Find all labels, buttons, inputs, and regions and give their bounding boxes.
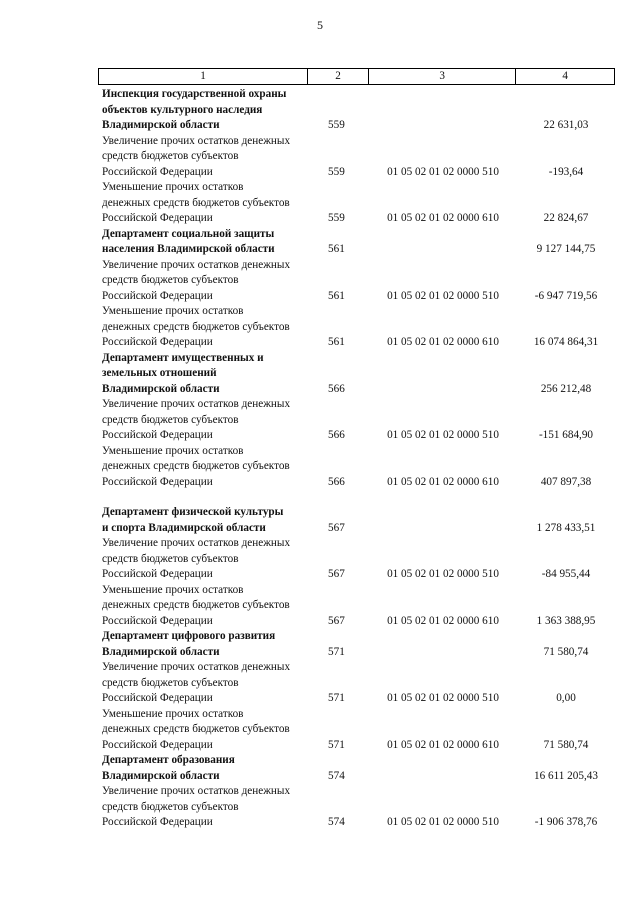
description-line: Российской Федерации bbox=[102, 816, 213, 828]
row-description bbox=[98, 444, 308, 491]
row-kbk: 01 05 02 01 02 0000 510 bbox=[387, 429, 499, 441]
description-line: Увеличение прочих остатков денежных bbox=[102, 785, 291, 797]
row-kbk: 01 05 02 01 02 0000 610 bbox=[387, 614, 499, 627]
row-description bbox=[98, 180, 308, 227]
description-line: Департамент образования bbox=[102, 754, 235, 766]
page-number: 5 bbox=[317, 18, 323, 32]
description-line: Владимирской области bbox=[102, 119, 220, 131]
description-line: Инспекция государственной охраны bbox=[102, 88, 287, 100]
description-line: Уменьшение прочих остатков bbox=[102, 444, 244, 457]
description-line: Российской Федерации bbox=[102, 429, 213, 441]
row-kbk: 01 05 02 01 02 0000 610 bbox=[387, 738, 499, 751]
row-code: 561 bbox=[328, 336, 345, 348]
description-line: денежных средств бюджетов субъектов bbox=[102, 723, 290, 735]
row-sum: 71 580,74 bbox=[543, 645, 589, 658]
header-col-4: 4 bbox=[562, 70, 568, 82]
description-line: Уменьшение прочих остатков bbox=[102, 583, 244, 596]
description-line: Увеличение прочих остатков денежных bbox=[102, 258, 291, 271]
table-row bbox=[98, 180, 615, 227]
description-line: средств бюджетов субъектов bbox=[102, 413, 239, 426]
row-description bbox=[98, 351, 308, 398]
row-sum: 9 127 144,75 bbox=[536, 243, 596, 255]
description-line: денежных средств бюджетов субъектов bbox=[102, 599, 290, 611]
header-col-1: 1 bbox=[99, 69, 308, 84]
row-description bbox=[98, 536, 308, 583]
row-code: 571 bbox=[328, 645, 345, 658]
row-code: 567 bbox=[328, 614, 345, 627]
description-line: Российской Федерации bbox=[102, 165, 213, 178]
description-line: денежных средств бюджетов субъектов bbox=[102, 460, 290, 472]
row-description bbox=[98, 227, 308, 258]
table-row bbox=[98, 583, 615, 630]
description-line: населения Владимирской области bbox=[102, 243, 275, 255]
row-kbk: 01 05 02 01 02 0000 610 bbox=[387, 336, 499, 348]
description-line: Департамент социальной защиты bbox=[102, 227, 275, 240]
description-line: Увеличение прочих остатков денежных bbox=[102, 661, 291, 673]
table-row bbox=[98, 134, 615, 181]
description-line: Увеличение прочих остатков денежных bbox=[102, 134, 291, 147]
description-line: Российской Федерации bbox=[102, 614, 213, 627]
row-code: 566 bbox=[328, 475, 345, 488]
description-line: средств бюджетов субъектов bbox=[102, 274, 239, 286]
description-line: Российской Федерации bbox=[102, 336, 213, 348]
row-sum: 0,00 bbox=[556, 692, 576, 704]
row-sum: 22 824,67 bbox=[543, 212, 589, 224]
row-description bbox=[98, 629, 308, 660]
row-sum: 256 212,48 bbox=[540, 382, 592, 395]
row-code: 561 bbox=[328, 289, 345, 302]
row-code: 571 bbox=[328, 738, 345, 751]
table-row-department bbox=[98, 753, 615, 784]
description-line: земельных отношений bbox=[102, 367, 217, 379]
table-row bbox=[98, 660, 615, 707]
row-sum: -1 906 378,76 bbox=[534, 816, 598, 828]
row-code: 559 bbox=[328, 165, 345, 178]
row-kbk: 01 05 02 01 02 0000 510 bbox=[387, 165, 499, 178]
description-line: Увеличение прочих остатков денежных bbox=[102, 537, 291, 549]
row-sum: 1 363 388,95 bbox=[536, 614, 596, 627]
row-description bbox=[98, 134, 308, 181]
description-line: Российской Федерации bbox=[102, 738, 213, 751]
row-description bbox=[98, 660, 308, 707]
description-line: Увеличение прочих остатков денежных bbox=[102, 398, 291, 410]
table-row bbox=[98, 536, 615, 583]
row-code: 561 bbox=[328, 243, 345, 255]
description-line: средств бюджетов субъектов bbox=[102, 676, 239, 689]
table-row bbox=[98, 258, 615, 305]
table-row-department bbox=[98, 227, 615, 258]
row-sum: 407 897,38 bbox=[540, 475, 592, 488]
description-line: Департамент цифрового развития bbox=[102, 630, 276, 642]
row-description bbox=[98, 397, 308, 444]
row-kbk: 01 05 02 01 02 0000 510 bbox=[387, 816, 499, 828]
row-code: 571 bbox=[328, 692, 345, 704]
header-col-2: 2 bbox=[308, 69, 369, 84]
row-description bbox=[98, 583, 308, 630]
table-row bbox=[98, 397, 615, 444]
row-description bbox=[98, 505, 308, 536]
header-col-3: 3 bbox=[369, 69, 516, 84]
description-line: Уменьшение прочих остатков bbox=[102, 305, 244, 317]
description-line: и спорта Владимирской области bbox=[102, 521, 266, 534]
row-description bbox=[98, 784, 308, 831]
description-line: Уменьшение прочих остатков bbox=[102, 181, 244, 193]
table-row bbox=[98, 444, 615, 491]
row-kbk: 01 05 02 01 02 0000 510 bbox=[387, 692, 499, 704]
table-row-department bbox=[98, 351, 615, 398]
row-description bbox=[98, 753, 308, 784]
row-description bbox=[98, 87, 308, 134]
row-code: 559 bbox=[328, 212, 345, 224]
row-description bbox=[98, 258, 308, 305]
row-code: 574 bbox=[328, 816, 345, 828]
description-line: средств бюджетов субъектов bbox=[102, 800, 239, 813]
row-code: 574 bbox=[328, 769, 345, 782]
description-line: Департамент имущественных и bbox=[102, 351, 264, 364]
description-line: Владимирской области bbox=[102, 645, 220, 658]
table-row-department bbox=[98, 629, 615, 660]
description-line: Российской Федерации bbox=[102, 289, 213, 302]
description-line: Владимирской области bbox=[102, 382, 220, 395]
row-kbk: 01 05 02 01 02 0000 510 bbox=[387, 568, 499, 580]
description-line: Владимирской области bbox=[102, 769, 220, 782]
description-line: средств бюджетов субъектов bbox=[102, 552, 239, 565]
row-code: 566 bbox=[328, 429, 345, 441]
row-kbk: 01 05 02 01 02 0000 610 bbox=[387, 212, 499, 224]
budget-table bbox=[98, 68, 615, 831]
row-sum: 16 611 205,43 bbox=[534, 769, 598, 782]
description-line: Российской Федерации bbox=[102, 568, 213, 580]
description-line: Российской Федерации bbox=[102, 212, 213, 224]
row-sum: -6 947 719,56 bbox=[534, 289, 598, 302]
table-header bbox=[98, 68, 615, 85]
row-code: 567 bbox=[328, 568, 345, 580]
description-line: объектов культурного наследия bbox=[102, 103, 263, 116]
row-sum: 1 278 433,51 bbox=[536, 521, 596, 534]
row-sum: 16 074 864,31 bbox=[533, 336, 599, 348]
description-line: средств бюджетов субъектов bbox=[102, 150, 239, 162]
description-line: Российской Федерации bbox=[102, 692, 213, 704]
row-sum: -151 684,90 bbox=[538, 429, 594, 441]
table-row bbox=[98, 707, 615, 754]
description-line: денежных средств бюджетов субъектов bbox=[102, 196, 290, 209]
description-line: денежных средств бюджетов субъектов bbox=[102, 320, 290, 333]
row-sum: 71 580,74 bbox=[543, 738, 589, 751]
row-code: 567 bbox=[328, 521, 345, 534]
row-sum: -193,64 bbox=[548, 165, 584, 178]
row-code: 559 bbox=[328, 119, 345, 131]
row-code: 566 bbox=[328, 382, 345, 395]
table-row bbox=[98, 784, 615, 831]
row-sum: 22 631,03 bbox=[543, 119, 589, 131]
table-body bbox=[98, 85, 615, 831]
table-row-department bbox=[98, 87, 615, 134]
description-line: Российской Федерации bbox=[102, 475, 213, 488]
table-row bbox=[98, 304, 615, 351]
row-kbk: 01 05 02 01 02 0000 510 bbox=[387, 289, 499, 302]
row-description bbox=[98, 707, 308, 754]
row-sum: -84 955,44 bbox=[541, 568, 591, 580]
description-line: Департамент физической культуры bbox=[102, 506, 284, 518]
row-description bbox=[98, 304, 308, 351]
description-line: Уменьшение прочих остатков bbox=[102, 707, 244, 720]
row-kbk: 01 05 02 01 02 0000 610 bbox=[387, 475, 499, 488]
table-row-department bbox=[98, 505, 615, 536]
